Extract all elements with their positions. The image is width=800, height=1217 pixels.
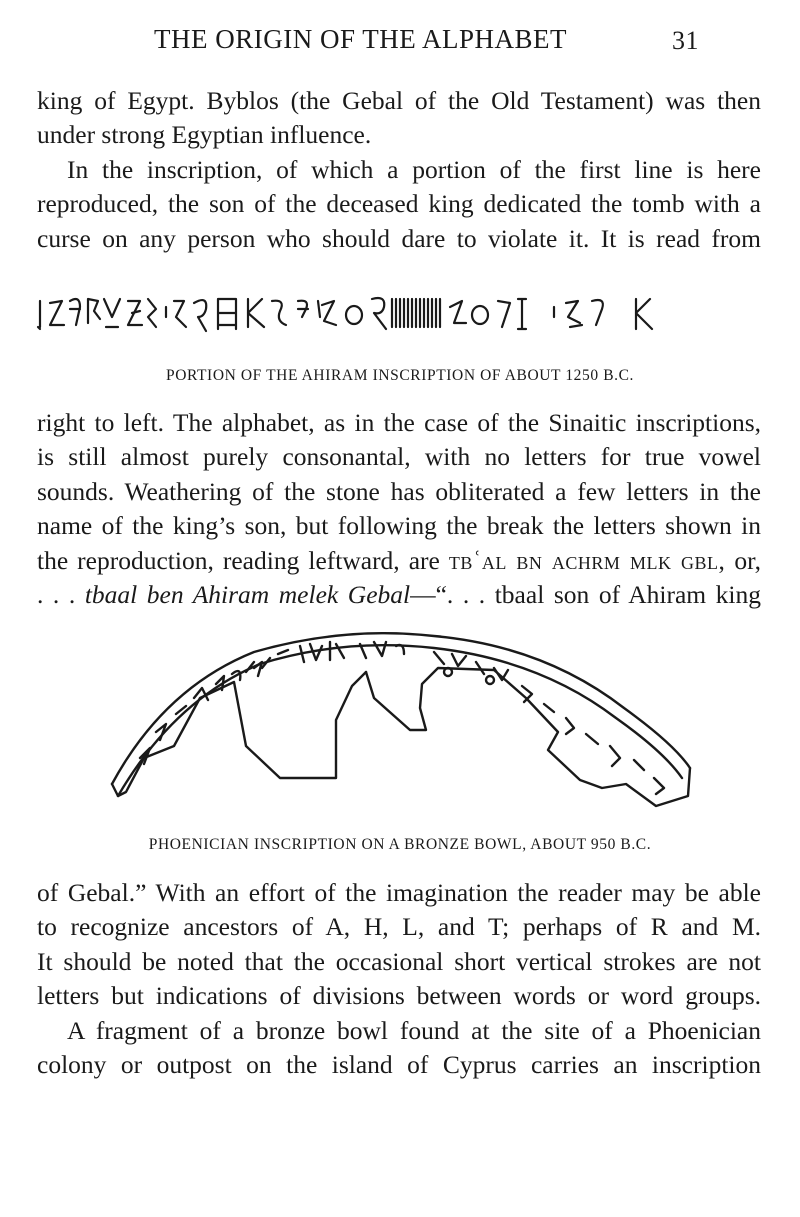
text-line: right to left. The alphabet, as in the case of the Sinaitic inscriptions, [37,408,761,437]
text-line: sounds. Weathering of the stone has obliterated a few letters in the [37,476,761,506]
text-line: In the inscription, of which a portion of the first line is here [67,154,761,184]
text-line: king of Egypt. Byblos (the Gebal of the Old Testament) was then [37,86,761,115]
bronze-bowl-fragment-image [104,628,694,814]
text-line [37,544,761,578]
text-line: colony or outpost on the island of Cyprus carries an inscription [37,1049,761,1079]
text-run: the reproduction, reading leftward, are [37,545,449,575]
paragraph-2 [37,406,761,612]
running-title: THE ORIGIN OF THE ALPHABET [154,24,567,54]
text-run: . . . [37,579,85,609]
page-number: 31 [672,26,699,55]
text-line: It should be noted that the occasional short vertical strokes are not [37,946,761,976]
text-line: is still almost purely consonantal, with no letters for true vowel [37,442,761,472]
figure-caption-1: PORTION OF THE AHIRAM INSCRIPTION OF ABOUT 1250 B.C. [165,367,635,384]
ahiram-inscription-image [36,287,764,335]
text-line: of Gebal.” With an effort of the imagination the reader may be able [37,878,761,907]
text-line: name of the king’s son, but following the break the letters shown in [37,511,761,541]
text-line: A fragment of a bronze bowl found at the site of a Phoenician [67,1015,761,1045]
paragraph-1 [37,84,761,256]
text-line: curse on any person who should dare to violate it. It is read from [37,223,761,253]
transliteration: tbʿal bn achrm mlk gbl, [448,545,726,575]
text-run: or, [725,545,761,575]
text-line [37,578,761,612]
text-line: letters but indications of divisions between words or word groups. [37,981,761,1011]
paragraph-3 [37,876,761,1082]
text-run: —“. . . tbaal son of Ahiram king [410,579,762,609]
text-line: reproduced, the son of the deceased king dedicated the tomb with a [37,189,761,219]
figure-caption-2: PHOENICIAN INSCRIPTION ON A BRONZE BOWL, ABOUT 950 B.C. [148,836,652,853]
text-line: under strong Egyptian influence. [37,120,372,150]
text-line: to recognize ancestors of A, H, L, and T; perhaps of R and M. [37,912,761,942]
transliteration-italic: tbaal ben Ahiram melek Gebal [84,579,411,609]
